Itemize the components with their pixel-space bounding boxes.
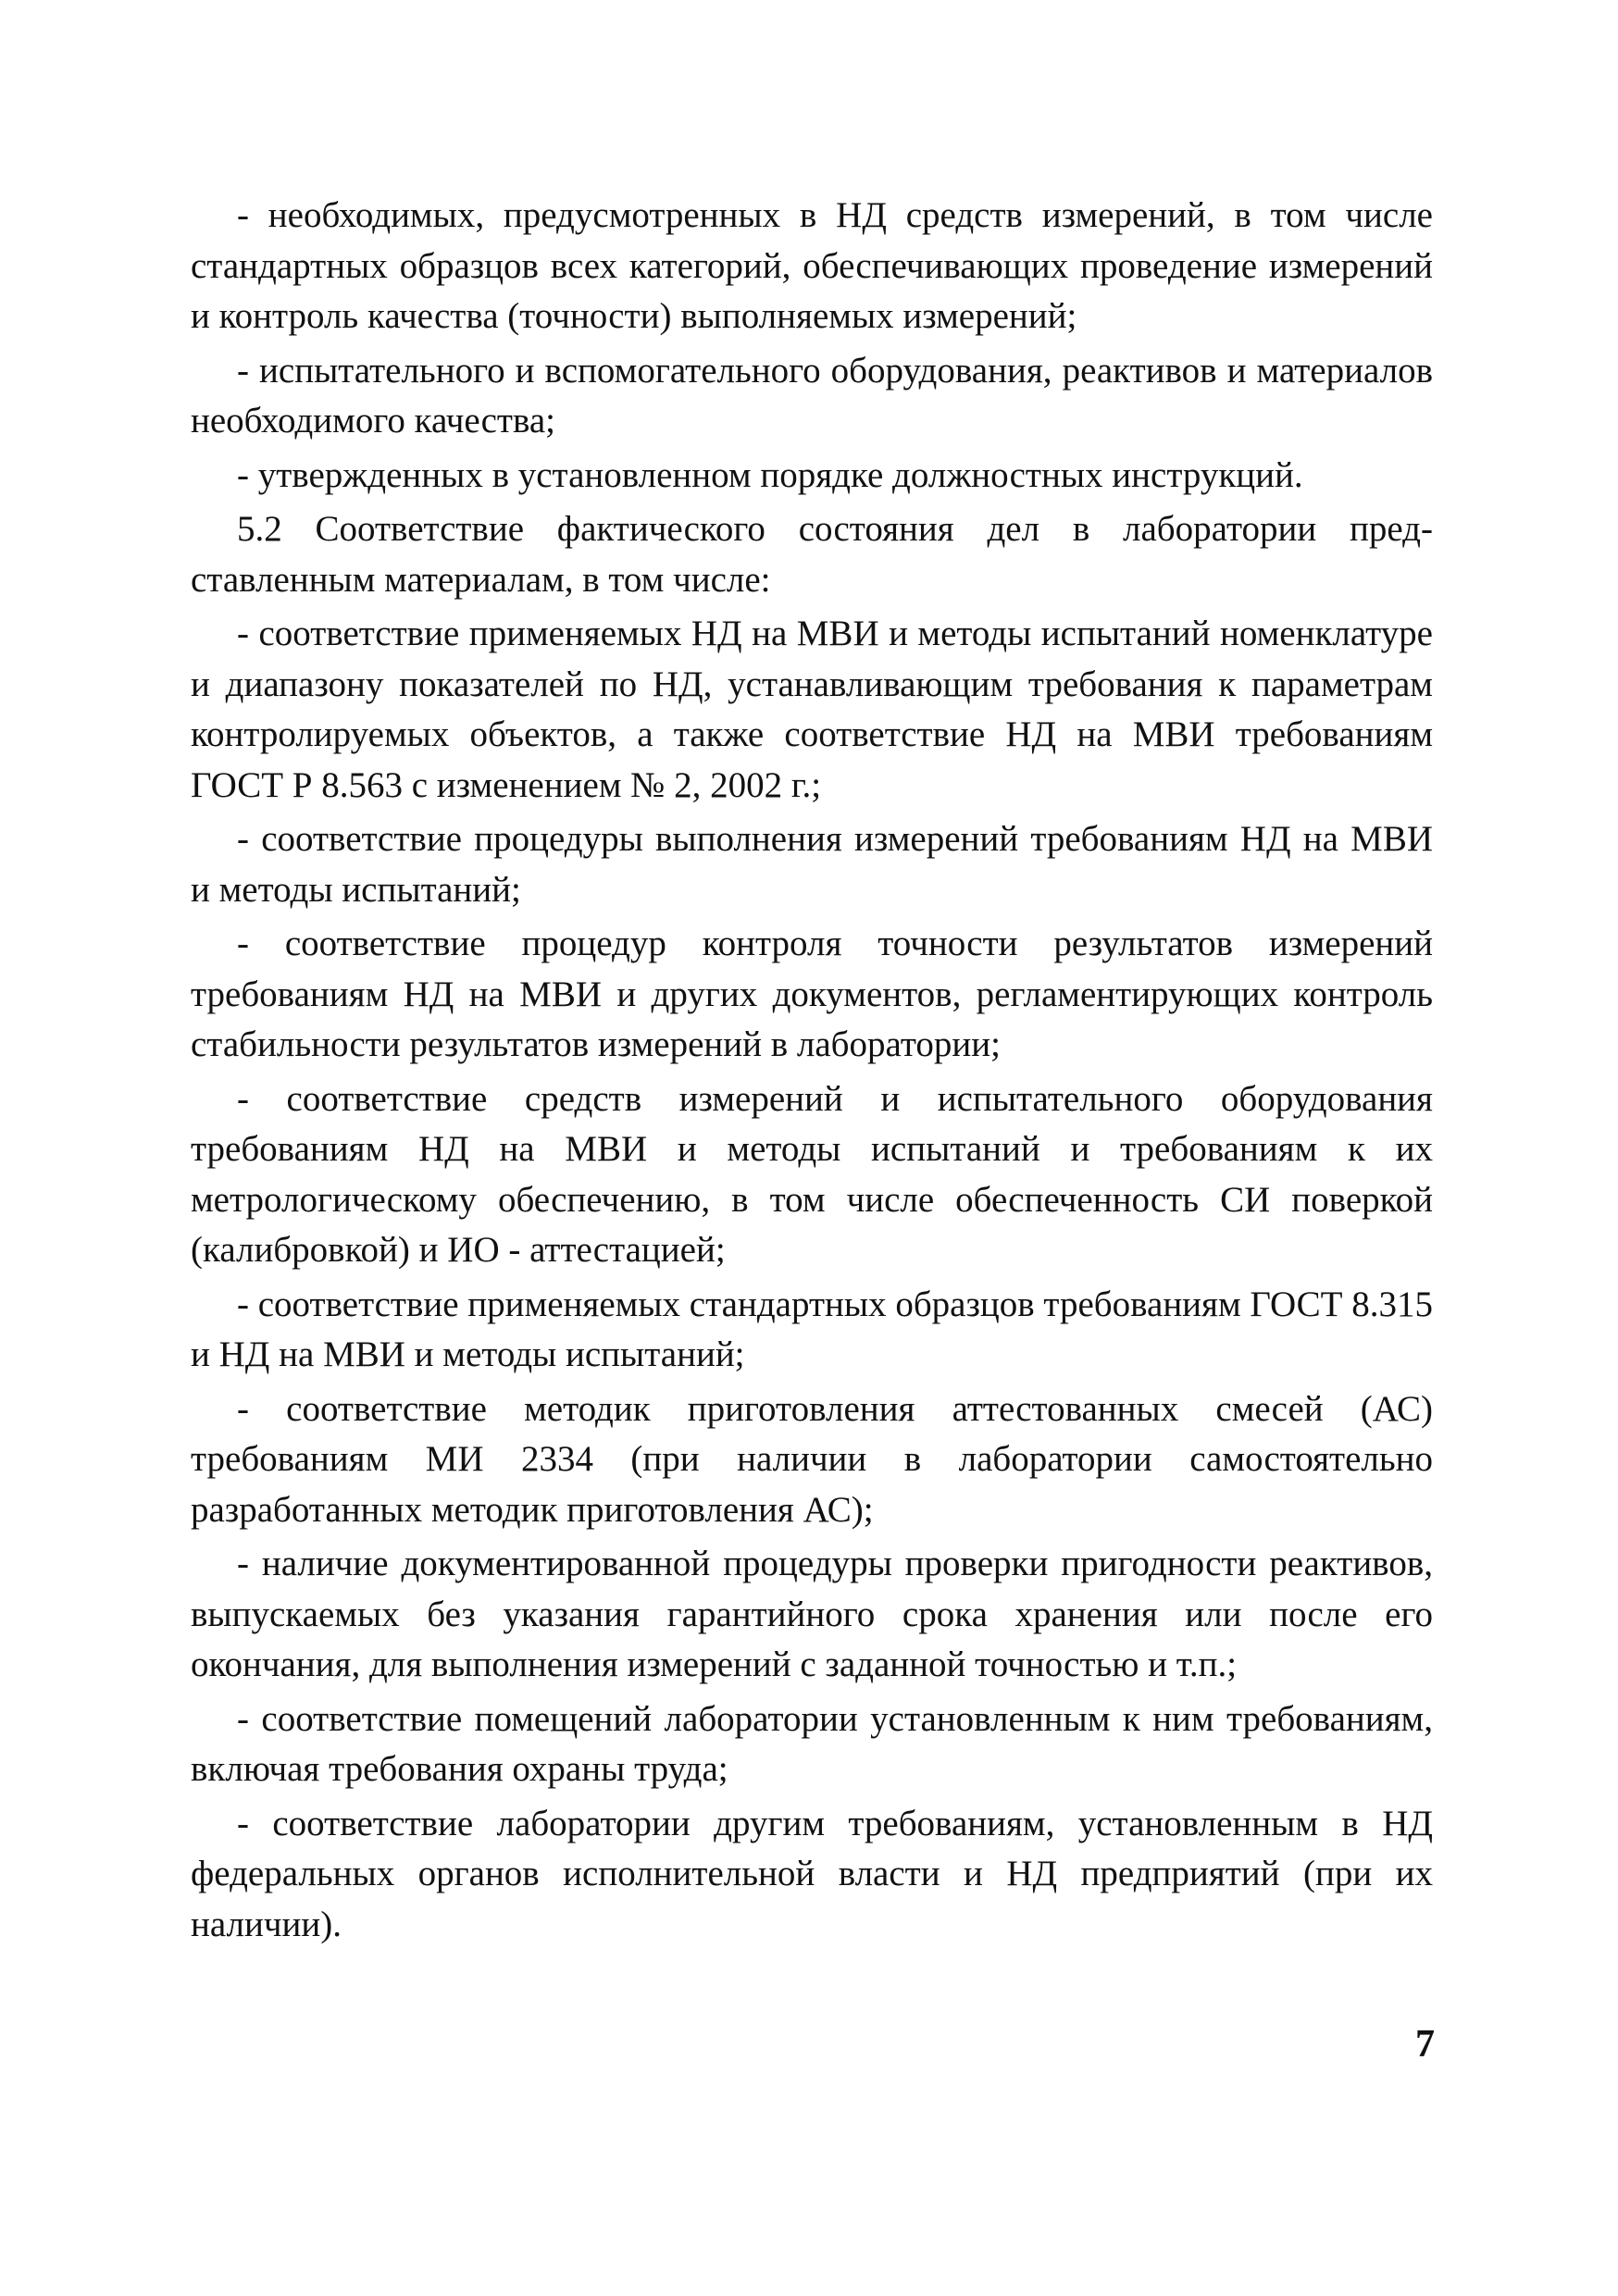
paragraph-certified-mixtures: - соответствие методик приготовления аттестованных смесей (АС) требованиям МИ 2334 (при наличии в лаборатории самостоятельно разработанных методик приготовления АС);: [191, 1388, 1433, 1530]
paragraph-measuring-instruments: - необходимых, предусмотренных в НД средств измерений, в том числе стандартных образцов всех категорий, обеспечивающих проведение измерений и контроль качества (точности) выполняемых измерений;: [191, 195, 1433, 336]
paragraph-equipment-compliance: - соответствие средств измерений и испытательного оборудования требованиям НД на МВИ и методы испытаний и требованиям к их метрологическому обеспечению, в том числе обеспеченность СИ поверкой (калибровкой) и ИО - аттестацией;: [191, 1078, 1433, 1270]
paragraph-other-requirements: - соответствие лаборатории другим требованиям, установленным в НД федеральных органов исполнительной власти и НД предприятий (при их наличии).: [191, 1803, 1433, 1944]
paragraph-section-5-2: 5.2 Соответствие фактического состояния дел в лаборатории представленным материалам, в том числе:: [191, 509, 1433, 600]
paragraph-accuracy-control: - соответствие процедур контроля точности результатов измерений требованиям НД на МВИ и других документов, регламентирующих контроль стабильности результатов измерений в лаборатории;: [191, 924, 1433, 1064]
paragraph-nd-compliance: - соответствие применяемых НД на МВИ и методы испытаний номенклатуре и диапазону показателей по НД, устанавливающим требования к параметрам контролируемых объектов, а также соответствие НД на МВИ требованиям ГОСТ Р 8.563 с изменением № 2, 2002 г.;: [191, 614, 1433, 805]
paragraph-premises-compliance: - соответствие помещений лаборатории установленным к ним требованиям, включая требования охраны труда;: [191, 1698, 1433, 1789]
paragraph-reference-samples: - соответствие применяемых стандартных образцов требованиям ГОСТ 8.315 и НД на МВИ и методы испытаний;: [191, 1284, 1433, 1374]
paragraph-job-instructions: - утвержденных в установленном порядке должностных инструкций.: [237, 454, 1303, 495]
page-number: 7: [1415, 2023, 1435, 2066]
paragraph-procedure-compliance: - соответствие процедуры выполнения измерений требованиям НД на МВИ и методы испытаний;: [191, 819, 1433, 910]
paragraph-reagent-suitability: - наличие документированной процедуры проверки пригодности реактивов, выпускаемых без указания гарантийного срока хранения или после его окончания, для выполнения измерений с заданной точностью и т.п.;: [191, 1544, 1433, 1684]
paragraph-test-equipment: - испытательного и вспомогательного оборудования, реактивов и материалов необходимого качества;: [191, 350, 1433, 441]
document-page: [191, 191, 1433, 1954]
